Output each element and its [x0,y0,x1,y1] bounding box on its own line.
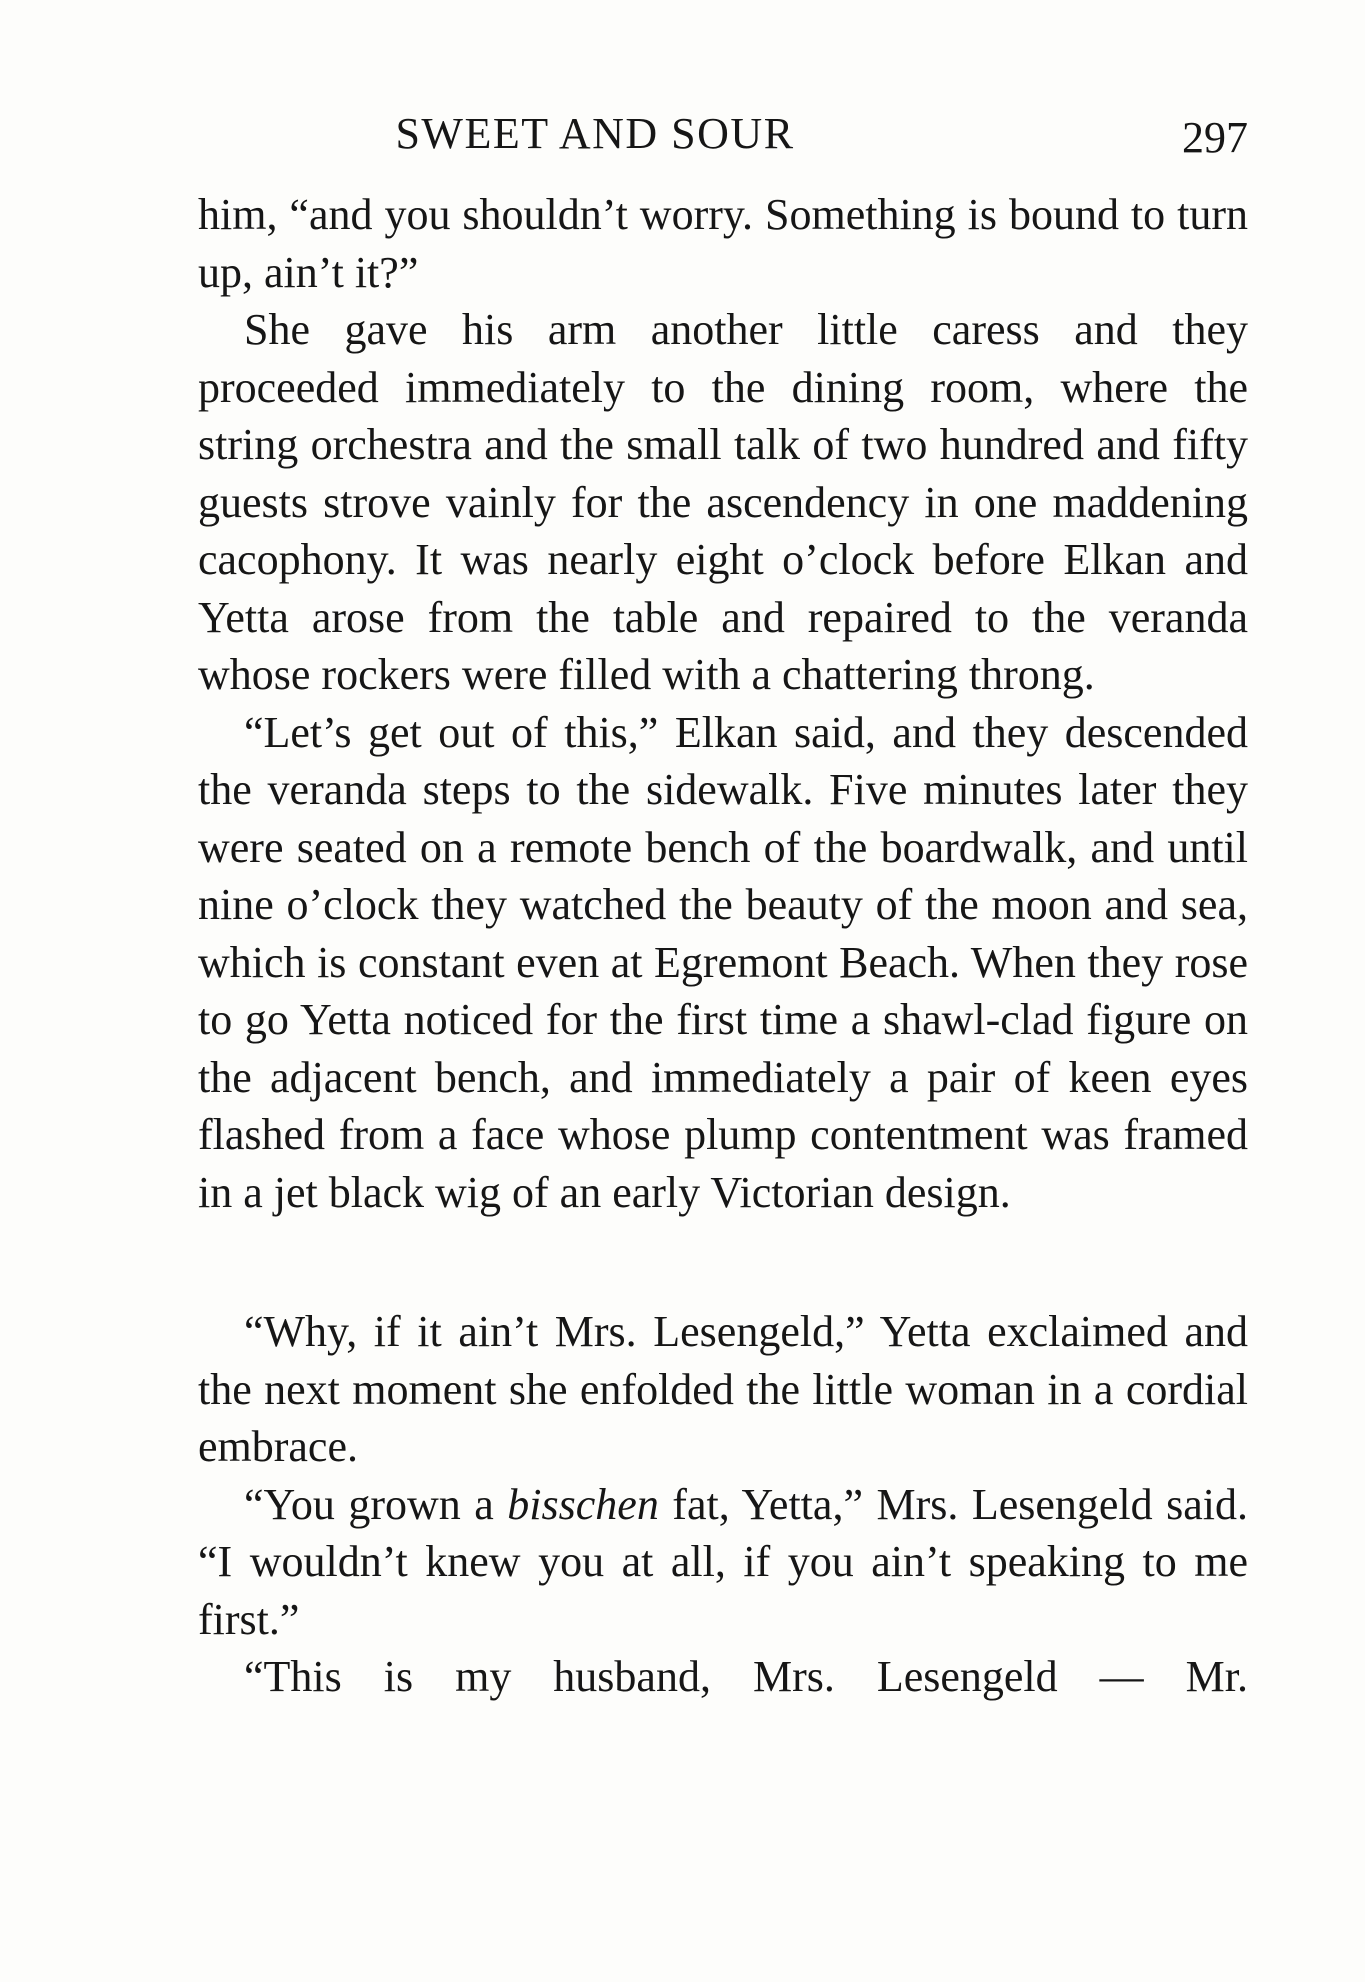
dialogue-text: fat, Yetta,” Mrs. Lesengeld said. “I wouldn’t knew you at all, if you ain’t speaking to me first.” [198,1479,1248,1644]
dialogue-text: “You grown a [244,1479,508,1529]
body-text [198,186,1248,1706]
paragraph [198,1476,1248,1649]
paragraph-continuation: him, “and you shouldn’t worry. Something is bound to turn up, ain’t it?” [198,190,1248,297]
running-head [0,108,1365,168]
running-title: SWEET AND SOUR [395,109,795,158]
page-number: 297 [1182,113,1248,162]
section-break [198,1221,1248,1303]
paragraph-last-line: “This is my husband, Mrs. Lesengeld — Mr. [244,1652,1248,1701]
paragraph: “Why, if it ain’t Mrs. Lesengeld,” Yetta exclaimed and the next moment she enfolded the little woman in a cordial embrace. [198,1307,1248,1471]
italic-word: bisschen [507,1479,659,1529]
paragraph: “Let’s get out of this,” Elkan said, and they descended the veranda steps to the sidewalk. Five minutes later they were seated on a remote bench of the boardwalk, and until nine o’clock they watched the beauty of the moon and sea, which is constant even at Egremont Beach. When they rose to go Yetta noticed for the first time a shawl-clad figure on the adjacent bench, and immediately a pair of keen eyes flashed from a face whose plump contentment was framed in a jet black wig of an early Victorian design. [198,707,1248,1217]
paragraph: She gave his arm another little caress and they proceeded immediately to the dining room, where the string orchestra and the small talk of two hundred and fifty guests strove vainly for the ascendency in one maddening cacophony. It was nearly eight o’clock before Elkan and Yetta arose from the table and repaired to the veranda whose rockers were filled with a chattering throng. [198,305,1248,699]
